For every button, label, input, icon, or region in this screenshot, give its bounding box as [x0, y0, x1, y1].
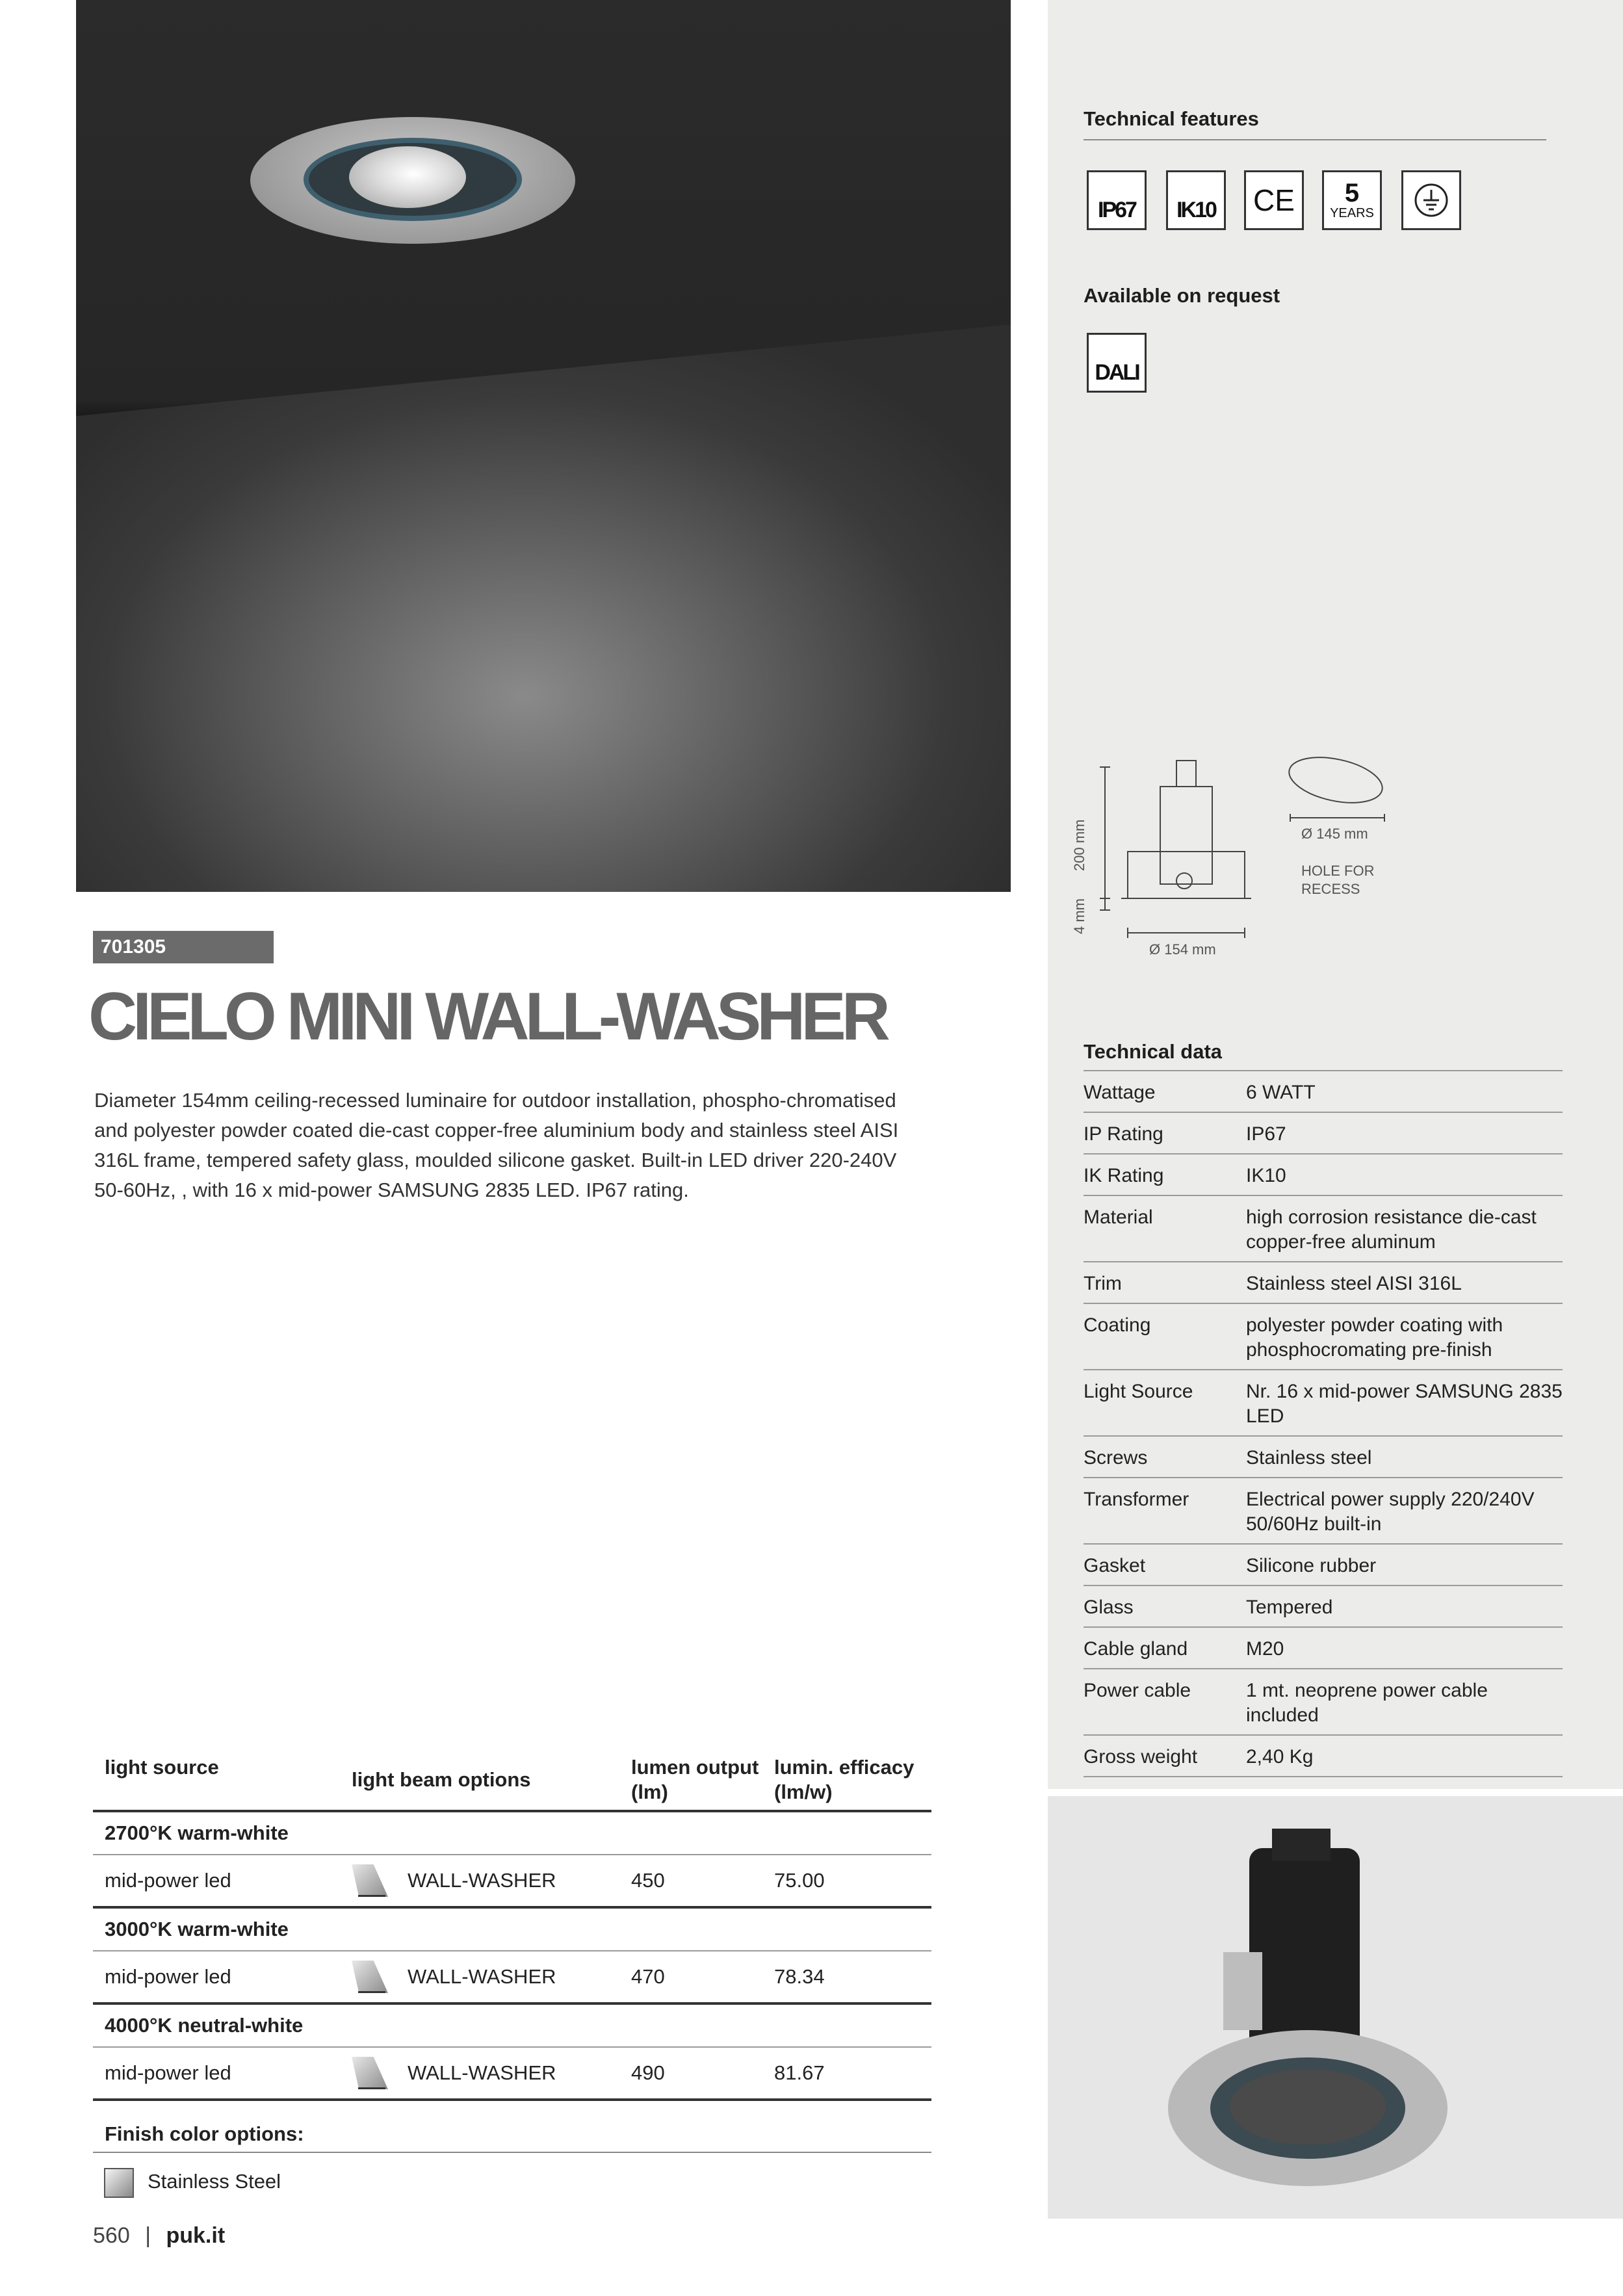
product-description: Diameter 154mm ceiling-recessed luminaire for outdoor installation, phospho-chromatised and polyester powder coated die-cast copper-free aluminium body and stainless steel AISI 316L frame, tempered safety glass, moulded silicone gasket. Built-in LED driver 220-240V 50-60Hz, , with 16 x mid-power SAMSUNG 2835 LED. IP67 rating. — [94, 1089, 899, 1201]
technical-data-title: Technical data — [1084, 1040, 1223, 1063]
spec-label: Coating — [1084, 1314, 1151, 1336]
spec-label: Material — [1084, 1207, 1153, 1228]
product-code: 701305 — [93, 931, 274, 963]
spec-value: Stainless steel AISI 316L — [1246, 1273, 1462, 1294]
divider — [1084, 139, 1546, 140]
spec-value: 6 WATT — [1246, 1082, 1316, 1103]
table-header: light source light beam options lumen output (lm) lumin. efficacy (lm/w) — [93, 1755, 931, 1812]
recess-label: RECESS — [1301, 881, 1360, 897]
page-footer — [93, 2223, 225, 2249]
color-temperature-group: 3000°K warm-white — [93, 1909, 931, 1951]
spec-value: M20 — [1246, 1638, 1284, 1660]
table-row — [1084, 1628, 1563, 1669]
spec-value: Electrical power supply 220/240V 50/60Hz built-in — [1246, 1489, 1535, 1535]
table-row — [1084, 1113, 1563, 1155]
footer-separator: | — [145, 2223, 151, 2248]
warranty-badge: 5 YEARS — [1322, 170, 1382, 230]
lumen-output: 490 — [631, 2061, 665, 2084]
spec-value: Silicone rubber — [1246, 1555, 1377, 1576]
wall-washer-icon — [352, 2057, 388, 2089]
table-row — [1084, 1071, 1563, 1113]
spec-label: Light Source — [1084, 1381, 1193, 1402]
color-temperature-group: 4000°K neutral-white — [93, 2005, 931, 2048]
spec-value: IP67 — [1246, 1123, 1286, 1145]
available-request-title: Available on request — [1084, 284, 1280, 307]
spec-value: Tempered — [1246, 1597, 1333, 1618]
spec-value: high corrosion resistance die-cast copper-free aluminum — [1246, 1207, 1537, 1253]
wall-washer-icon — [352, 1864, 388, 1897]
light-source: mid-power led — [105, 2061, 231, 2084]
spec-label: Gross weight — [1084, 1746, 1198, 1768]
spec-value: 1 mt. neoprene power cable included — [1246, 1680, 1488, 1726]
dali-badge: DALI — [1087, 333, 1147, 393]
table-row — [1084, 1304, 1563, 1370]
table-row — [1084, 1736, 1563, 1777]
spec-value: Nr. 16 x mid-power SAMSUNG 2835 LED — [1246, 1381, 1563, 1427]
spec-value: Stainless steel — [1246, 1447, 1372, 1468]
site-link[interactable]: puk.it — [166, 2223, 226, 2248]
ce-badge: CE — [1244, 170, 1304, 230]
wall-washer-icon — [352, 1961, 388, 1993]
page-number: 560 — [93, 2223, 130, 2248]
lumen-output: 470 — [631, 1965, 665, 1988]
light-source: mid-power led — [105, 1869, 231, 1892]
hole-label: HOLE FOR — [1301, 863, 1375, 879]
dimension-drawing — [1079, 754, 1404, 962]
hero-product-photo — [76, 0, 1011, 892]
product-detail-photo — [1048, 1796, 1623, 2219]
height-dimension: 200 mm — [1071, 819, 1087, 871]
table-row — [1084, 1545, 1563, 1586]
spec-label: Screws — [1084, 1447, 1148, 1468]
table-row — [93, 2048, 931, 2101]
table-row — [93, 1951, 931, 2005]
table-row — [1084, 1262, 1563, 1304]
finish-options-title: Finish color options: — [105, 2122, 304, 2145]
color-temperature-group: 2700°K warm-white — [93, 1812, 931, 1855]
lumen-efficacy: 81.67 — [774, 2061, 825, 2084]
table-row — [93, 1855, 931, 1909]
base-dimension: 4 mm — [1071, 898, 1087, 934]
table-row — [1084, 1586, 1563, 1628]
beam-option: WALL-WASHER — [352, 2057, 631, 2089]
beam-option: WALL-WASHER — [352, 1864, 631, 1897]
table-row — [1084, 1669, 1563, 1736]
table-row — [1084, 1437, 1563, 1478]
hole-dimension: Ø 145 mm — [1301, 826, 1368, 842]
spec-label: Glass — [1084, 1597, 1134, 1618]
lumen-output: 450 — [631, 1869, 665, 1892]
table-row — [1084, 1370, 1563, 1437]
spec-label: Transformer — [1084, 1489, 1189, 1510]
diameter-dimension: Ø 154 mm — [1149, 941, 1216, 958]
light-options-table — [93, 1755, 931, 2101]
stainless-steel-swatch — [104, 2168, 134, 2198]
spec-label: Gasket — [1084, 1555, 1146, 1576]
ip67-badge: IP67 — [1087, 170, 1147, 230]
table-row — [1084, 1478, 1563, 1545]
divider — [93, 2152, 931, 2153]
table-row — [1084, 1196, 1563, 1262]
table-row — [1084, 1155, 1563, 1196]
ik10-badge: IK10 — [1166, 170, 1226, 230]
earth-ground-icon — [1401, 170, 1461, 230]
technical-features-title: Technical features — [1084, 107, 1259, 130]
spec-value: 2,40 Kg — [1246, 1746, 1314, 1768]
spec-value: IK10 — [1246, 1165, 1286, 1186]
spec-value: polyester powder coating with phosphocromating pre-finish — [1246, 1314, 1503, 1361]
spec-label: Wattage — [1084, 1082, 1156, 1103]
lumen-efficacy: 75.00 — [774, 1869, 825, 1892]
technical-data-table — [1084, 1070, 1563, 1777]
spec-label: Power cable — [1084, 1680, 1191, 1701]
finish-option-label: Stainless Steel — [148, 2170, 281, 2193]
beam-option: WALL-WASHER — [352, 1961, 631, 1993]
spec-label: IP Rating — [1084, 1123, 1163, 1145]
spec-label: IK Rating — [1084, 1165, 1164, 1186]
lumen-efficacy: 78.34 — [774, 1965, 825, 1988]
spec-label: Cable gland — [1084, 1638, 1188, 1660]
page-title: CIELO MINI WALL-WASHER — [88, 979, 886, 1054]
spec-label: Trim — [1084, 1273, 1122, 1294]
light-source: mid-power led — [105, 1965, 231, 1988]
